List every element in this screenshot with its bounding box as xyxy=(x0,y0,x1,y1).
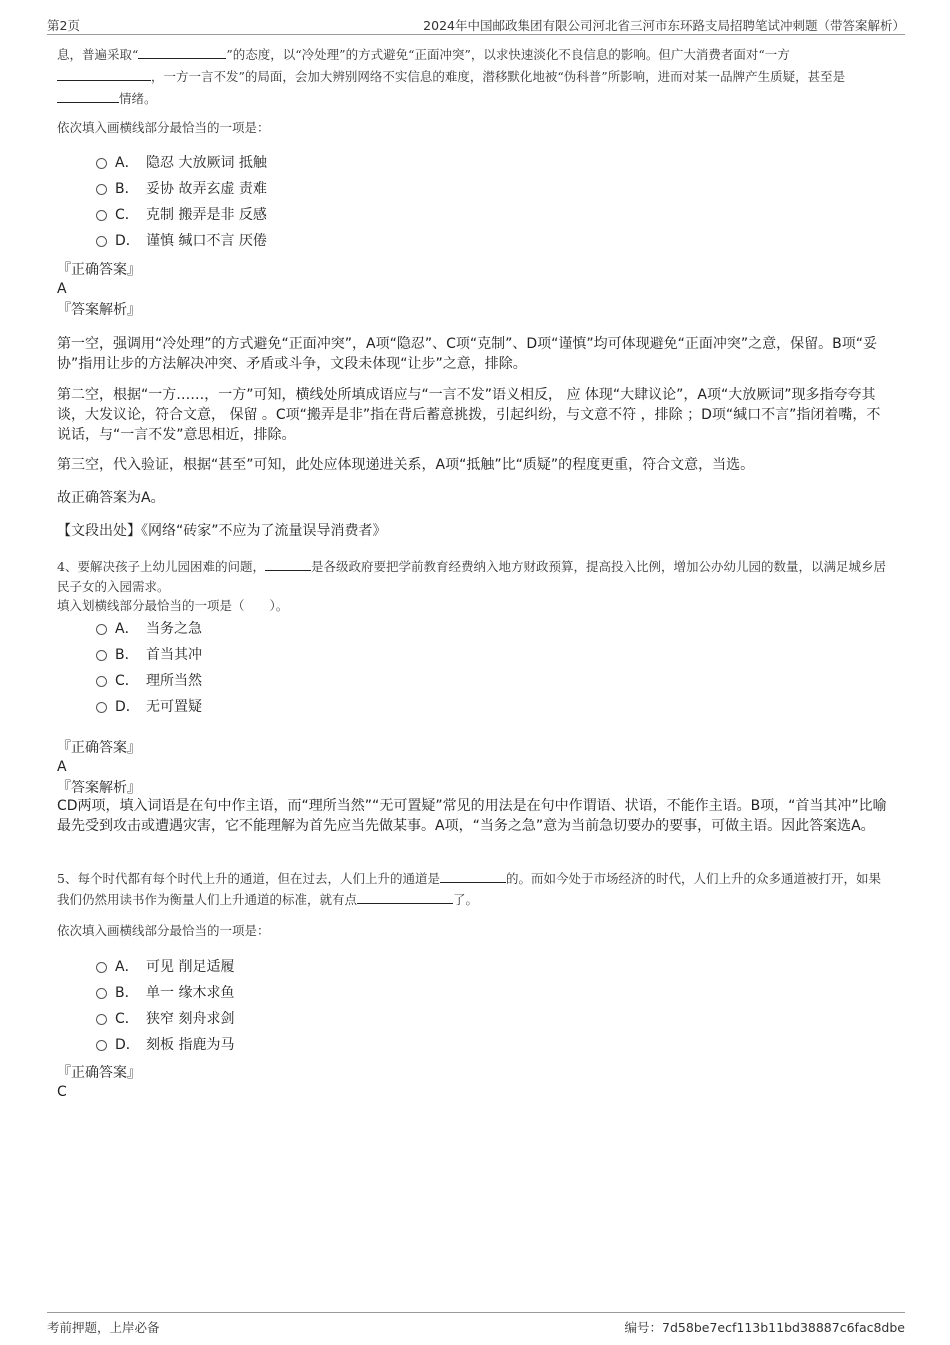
q4-analysis: CD两项，填入词语是在句中作主语，而“理所当然”“无可置疑”常见的用法是在句中作谓语、状语，不能作主语。B项，“首当其冲”比喻最先受到攻击或遭遇灾害，它不能理解为首先应当先做某事。A项，“当务之急”意为当前急切要办的要事，可做主语。因此答案选A。 xyxy=(57,798,887,834)
radio-icon[interactable] xyxy=(96,184,107,195)
q3-blank-1 xyxy=(138,44,226,59)
radio-icon[interactable] xyxy=(96,988,107,999)
radio-icon[interactable] xyxy=(96,158,107,169)
q3-stem: 息，普遍采取“ ”的态度，以“冷处理”的方式避免“正面冲突”，以求快速淡化不良信息的影响。但广大消费者面对“一方 ，一方一言不发”的局面，会加大辨别网络不实信息的难度，潜移默化地被“伪科普”所影响，进而对某一品牌产生质疑，甚至是 情绪。 xyxy=(57,44,893,110)
q4-answer-label: 『正确答案』 xyxy=(57,740,141,756)
q3-analysis-p3: 第三空，代入验证，根据“甚至”可知，此处应体现递进关系，A项“抵触”比“质疑”的程度更重，符合文意，当选。 xyxy=(57,457,755,473)
q3-analysis-p4: 故正确答案为A。 xyxy=(57,490,165,506)
radio-icon[interactable] xyxy=(96,702,107,713)
radio-icon[interactable] xyxy=(96,1040,107,1051)
q3-analysis-p1: 第一空，强调用“冷处理”的方式避免“正面冲突”，A项“隐忍”、C项“克制”、D项“谨慎”均可体现避免“正面冲突”之意，保留。B项“妥协”指用让步的方法解决冲突、矛盾或斗争，文段未体现“让步”之意，排除。 xyxy=(57,336,878,372)
q4-prompt: 填入划横线部分最恰当的一项是（ ）。 xyxy=(57,598,289,613)
q3-blank-2 xyxy=(57,66,151,81)
radio-icon[interactable] xyxy=(96,210,107,221)
page-header xyxy=(47,14,905,35)
q5-blank-2 xyxy=(357,889,453,904)
q3-source: 【文段出处】《网络“砖家”不应为了流量误导消费者》 xyxy=(57,523,387,539)
q3-answer-label: 『正确答案』 xyxy=(57,262,141,278)
footer-slogan: 考前押题，上岸必备 xyxy=(47,1320,160,1335)
q3-blank-3 xyxy=(57,88,119,103)
page-number: 第2页 xyxy=(47,18,80,33)
radio-icon[interactable] xyxy=(96,236,107,247)
radio-icon[interactable] xyxy=(96,962,107,973)
q4-analysis-label: 『答案解析』 xyxy=(57,780,141,796)
q4-blank xyxy=(265,556,311,571)
document-title: 2024年中国邮政集团有限公司河北省三河市东环路支局招聘笔试冲刺题（带答案解析） xyxy=(423,18,905,33)
q3-answer: A xyxy=(57,281,67,297)
q5-prompt: 依次填入画横线部分最恰当的一项是： xyxy=(57,923,270,938)
q5-answer: C xyxy=(57,1084,67,1100)
q5-answer-label: 『正确答案』 xyxy=(57,1065,141,1081)
q5-blank-1 xyxy=(440,868,506,883)
document-id: 编号：7d58be7ecf113b11bd38887c6fac8dbe xyxy=(624,1320,905,1335)
q4-stem: 4、要解决孩子上幼儿园困难的问题， 是各级政府要把学前教育经费纳入地方财政预算，提高投入比例，增加公办幼儿园的数量，以满足城乡居民子女的入园需求。 xyxy=(57,556,893,597)
q5-stem: 5、每个时代都有每个时代上升的通道，但在过去，人们上升的通道是 的。而如今处于市场经济的时代，人们上升的众多通道被打开，如果我们仍然用读书作为衡量人们上升通道的标准，就有点 了。 xyxy=(57,868,893,910)
q3-prompt: 依次填入画横线部分最恰当的一项是： xyxy=(57,120,270,135)
page-footer xyxy=(47,1312,905,1335)
radio-icon[interactable] xyxy=(96,650,107,661)
radio-icon[interactable] xyxy=(96,676,107,687)
q3-analysis-label: 『答案解析』 xyxy=(57,302,141,318)
radio-icon[interactable] xyxy=(96,1014,107,1025)
q4-answer: A xyxy=(57,759,67,775)
radio-icon[interactable] xyxy=(96,624,107,635)
q3-analysis-p2: 第二空，根据“一方……，一方”可知，横线处所填成语应与“一言不发”语义相反， 应 体现“大肆议论”，A项“大放厥词”现多指夸夸其谈，大发议论，符合文意， 保留 。C项“搬弄是非”指在背后蓄意挑拨，引起纠纷，与文意不符 ，排除 ；D项“缄口不言”指闭着嘴，不说话，与“一言不发”意思相近，排除。 xyxy=(57,387,881,443)
